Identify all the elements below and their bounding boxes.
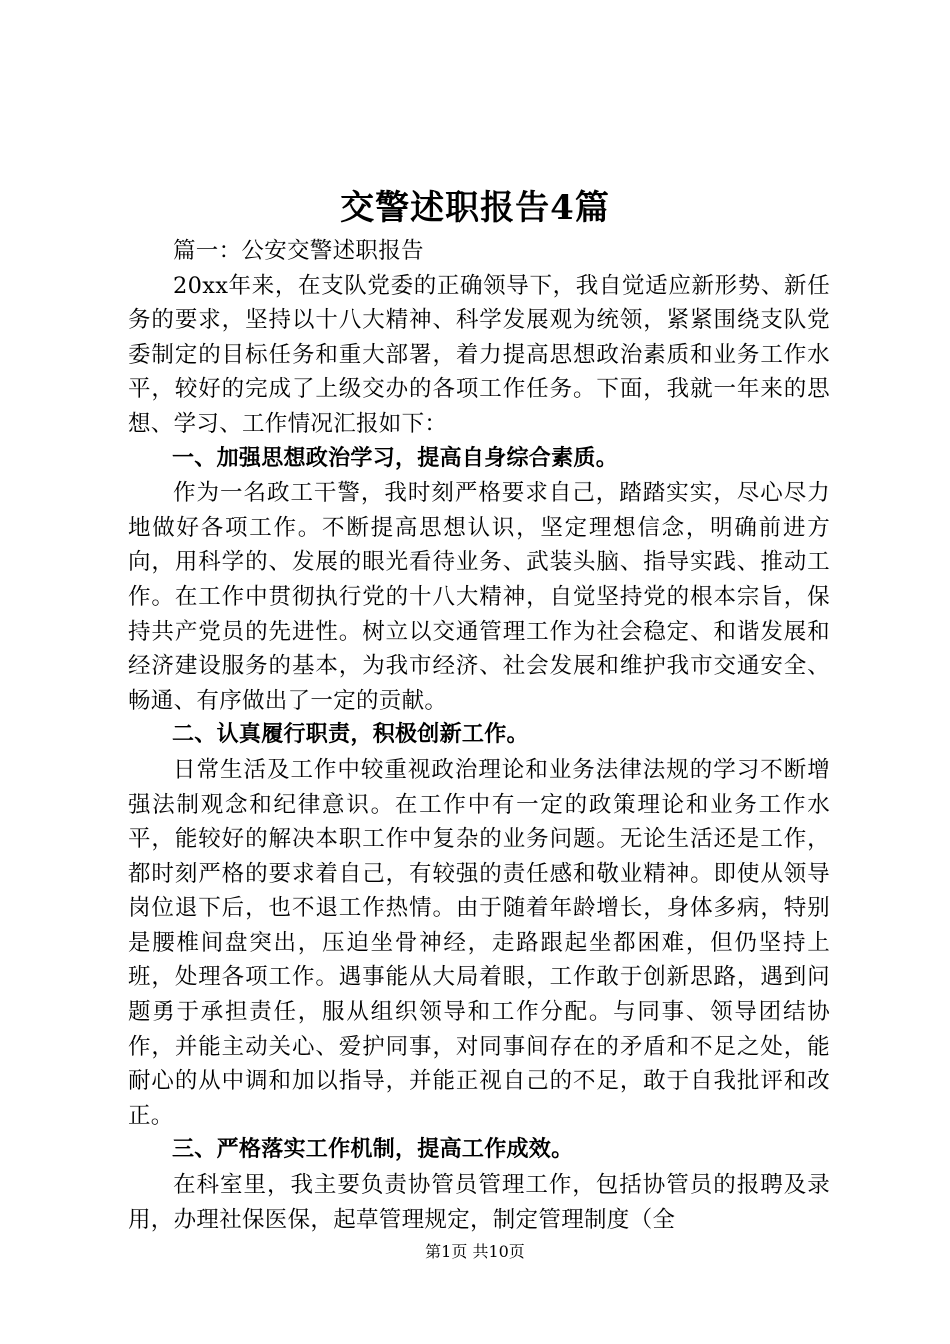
section-heading: 三、严格落实工作机制，提高工作成效。 bbox=[172, 1137, 574, 1163]
section-heading: 一、加强思想政治学习，提高自身综合素质。 bbox=[172, 445, 619, 471]
body-paragraph: 日常生活及工作中较重视政治理论和业务法律法规的学习不断增强法制观念和纪律意识。在工作中有一定的政策理论和业务工作水平，能较好的解决本职工作中复杂的业务问题。无论生活还是工作，都时刻严格的要求着自己，有较强的责任感和敬业精神。即使从领导岗位退下后，也不退工作热情。由于随着年龄增长，身体多病，特别是腰椎间盘突出，压迫坐骨神经，走路跟起坐都困难，但仍坚持上班，处理各项工作。遇事能从大局着眼，工作敢于创新思路，遇到问题勇于承担责任，服从组织领导和工作分配。与同事、领导团结协作，并能主动关心、爱护同事，对同事间存在的矛盾和不足之处，能耐心的从中调和加以指导，并能正视自己的不足，敢于自我批评和改正。 bbox=[128, 756, 830, 1129]
document-title: 交警述职报告4篇 bbox=[340, 188, 610, 228]
body-paragraph: 作为一名政工干警，我时刻严格要求自己，踏踏实实，尽心尽力地做好各项工作。不断提高思想认识，坚定理想信念，明确前进方向，用科学的、发展的眼光看待业务、武装头脑、指导实践、推动工作。在工作中贯彻执行党的十八大精神，自觉坚持党的根本宗旨，保持共产党员的先进性。树立以交通管理工作为社会稳定、和谐发展和经济建设服务的基本，为我市经济、社会发展和维护我市交通安全、畅通、有序做出了一定的贡献。 bbox=[128, 480, 830, 714]
section-subtitle: 篇一：公安交警述职报告 bbox=[173, 238, 424, 264]
body-paragraph: 20xx年来，在支队党委的正确领导下，我自觉适应新形势、新任务的要求，坚持以十八大精神、科学发展观为统领，紧紧围绕支队党委制定的目标任务和重大部署，着力提高思想政治素质和业务工作水平，较好的完成了上级交办的各项工作任务。下面，我就一年来的思想、学习、工作情况汇报如下： bbox=[128, 272, 830, 437]
section-heading: 二、认真履行职责，积极创新工作。 bbox=[172, 722, 529, 748]
document-body bbox=[128, 234, 830, 1237]
page-footer: 第1页 共10页 bbox=[425, 1242, 525, 1261]
body-paragraph: 在科室里，我主要负责协管员管理工作，包括协管员的报聘及录用，办理社保医保，起草管理规定，制定管理制度（全 bbox=[128, 1172, 830, 1233]
